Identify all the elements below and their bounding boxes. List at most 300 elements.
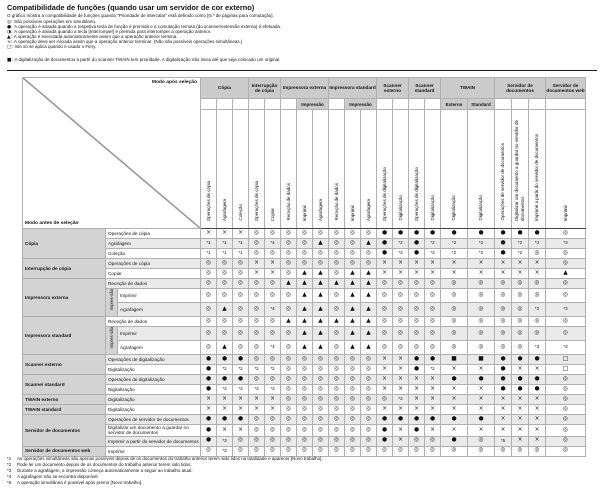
col-group-header: Impressora standard	[329, 78, 377, 99]
matrix-cell: ◎	[265, 436, 281, 446]
matrix-cell: ●	[441, 229, 468, 239]
matrix-cell: ◎	[345, 446, 361, 456]
matrix-cell: ■	[441, 355, 468, 365]
matrix-cell: ●	[201, 436, 217, 446]
row-header: Digitalização	[106, 405, 201, 415]
symbol-legend	[7, 19, 281, 62]
matrix-cell: ◎	[249, 355, 265, 365]
matrix-cell: ◎	[361, 229, 377, 239]
matrix-cell: ×	[425, 425, 441, 437]
matrix-cell: ×	[529, 365, 546, 375]
col-header	[313, 110, 329, 229]
col-header	[265, 110, 281, 229]
matrix-cell: ◎	[249, 375, 265, 385]
matrix-cell: ×	[233, 425, 249, 437]
matrix-cell: ▲	[361, 279, 377, 289]
col-group-header: Interrupção de cópia	[249, 78, 281, 99]
matrix-cell: ▲	[345, 327, 361, 341]
row-header: Digitalização	[106, 395, 201, 405]
matrix-cell: ▲	[313, 279, 329, 289]
col-header-label: Digitalização	[397, 195, 403, 221]
matrix-row	[23, 317, 586, 327]
matrix-cell: ◎	[468, 289, 495, 303]
matrix-cell: ×	[425, 375, 441, 385]
footnote-ref: *4	[7, 474, 12, 479]
matrix-cell: ◎	[529, 249, 546, 259]
col-header	[468, 110, 495, 229]
matrix-cell: ●	[377, 425, 393, 437]
matrix-cell: ◎	[409, 327, 425, 341]
matrix-cell: ×	[393, 269, 409, 279]
matrix-cell: ×	[425, 259, 441, 269]
footnote-ref: *2	[7, 462, 12, 467]
matrix-cell: ◎	[297, 446, 313, 456]
matrix-cell: *3	[217, 436, 233, 446]
matrix-cell: ◎	[297, 395, 313, 405]
matrix-cell: *2	[265, 385, 281, 395]
matrix-cell: ◎	[546, 385, 586, 395]
matrix-cell: ◎	[441, 446, 468, 456]
matrix-cell: ◎	[512, 289, 529, 303]
matrix-cell: ▲	[297, 317, 313, 327]
col-header-label: Imprimir	[349, 204, 355, 221]
matrix-cell: *3	[546, 341, 586, 355]
matrix-cell: ◎	[468, 317, 495, 327]
matrix-cell: ▲	[297, 279, 313, 289]
matrix-cell: ●	[409, 239, 425, 249]
matrix-cell: ◎	[512, 327, 529, 341]
matrix-cell: *5	[495, 436, 512, 446]
matrix-cell: ×	[249, 395, 265, 405]
col-header	[297, 110, 313, 229]
row-group-header: Servidor de documentos	[23, 415, 106, 447]
col-header	[546, 110, 586, 229]
matrix-cell: ◎	[361, 365, 377, 375]
col-header	[361, 110, 377, 229]
matrix-cell: ◎	[546, 436, 586, 446]
matrix-cell: ◎	[265, 446, 281, 456]
matrix-cell: ×	[377, 355, 393, 365]
matrix-cell: ▲	[361, 239, 377, 249]
matrix-cell: ◎	[425, 446, 441, 456]
matrix-cell: ◎	[546, 327, 586, 341]
matrix-cell: ▲	[329, 279, 345, 289]
matrix-cell: ◎	[441, 303, 468, 317]
matrix-cell: ×	[393, 259, 409, 269]
matrix-cell: ×	[409, 405, 425, 415]
matrix-cell: ◎	[297, 436, 313, 446]
matrix-cell: ◎	[329, 446, 345, 456]
col-header	[329, 110, 345, 229]
matrix-cell: ◎	[297, 385, 313, 395]
matrix-cell: ■	[468, 355, 495, 365]
matrix-cell: ◎	[281, 425, 297, 437]
matrix-cell: ▲	[329, 317, 345, 327]
col-header	[393, 110, 409, 229]
matrix-cell: ◎	[393, 327, 409, 341]
matrix-cell: ◎	[313, 446, 329, 456]
matrix-cell: ▲	[361, 317, 377, 327]
matrix-row	[23, 249, 586, 259]
matrix-cell: ◎	[377, 446, 393, 456]
matrix-cell: ◎	[265, 317, 281, 327]
col-header	[409, 110, 425, 229]
legend-text: A operação deve ser iniciada assim que a operação anterior terminar. (Não são possíveis operações simultâneas.)	[14, 39, 243, 44]
col-subgroup-header: Impressão	[345, 99, 377, 110]
matrix-cell: ●	[201, 385, 217, 395]
matrix-cell: ●	[512, 229, 529, 239]
matrix-cell: ▲	[313, 269, 329, 279]
matrix-cell: ●	[495, 239, 512, 249]
matrix-cell: ▲	[281, 317, 297, 327]
matrix-cell: ◎	[329, 405, 345, 415]
col-header	[441, 110, 468, 229]
mode-before-label: Modo antes de seleção	[25, 221, 79, 226]
matrix-cell: ◎	[377, 279, 393, 289]
matrix-cell: ▲	[297, 341, 313, 355]
matrix-cell: ◎	[329, 341, 345, 355]
col-subgroup-header	[546, 99, 586, 110]
matrix-cell: ◎	[313, 375, 329, 385]
matrix-cell: ◎	[249, 249, 265, 259]
matrix-cell: ●	[529, 385, 546, 395]
row-group-header: Impressora standard	[23, 317, 106, 355]
matrix-row	[23, 229, 586, 239]
compatibility-matrix	[22, 77, 586, 457]
col-group-header: Cópia	[201, 78, 249, 99]
matrix-cell: ×	[409, 375, 425, 385]
matrix-cell: ◎	[233, 303, 249, 317]
matrix-cell: ◎	[495, 279, 512, 289]
matrix-cell: *1	[217, 249, 233, 259]
col-header-label: Imprimir	[562, 204, 568, 221]
matrix-cell: ×	[512, 425, 529, 437]
matrix-cell: ▲	[345, 289, 361, 303]
matrix-cell: ▲	[345, 269, 361, 279]
matrix-cell: ×	[512, 269, 529, 279]
col-subgroup-header	[265, 99, 281, 110]
matrix-cell: ▲	[345, 279, 361, 289]
matrix-cell: *2	[441, 249, 468, 259]
matrix-cell: ◎	[546, 249, 586, 259]
matrix-cell: ◎	[468, 279, 495, 289]
matrix-cell: ◎	[329, 355, 345, 365]
matrix-cell: ◎	[546, 446, 586, 456]
matrix-cell: □	[546, 365, 586, 375]
row-header: Copiar	[106, 269, 201, 279]
footnote-text: Pode ler um documento depois de os documentos do trabalho anterior terem sido lidos.	[17, 462, 192, 467]
matrix-cell: ◎	[281, 341, 297, 355]
matrix-cell: ◎	[313, 425, 329, 437]
matrix-cell: ◎	[441, 327, 468, 341]
legend-item	[7, 44, 281, 49]
matrix-cell: ◎	[265, 425, 281, 437]
matrix-cell: ◎	[546, 279, 586, 289]
matrix-cell: ◎	[425, 327, 441, 341]
matrix-cell: ◎	[201, 303, 217, 317]
col-header-label: Digitalização	[451, 195, 457, 221]
matrix-cell: ×	[512, 415, 529, 425]
matrix-cell: ◎	[345, 355, 361, 365]
col-header-label: Operações de cópia	[253, 180, 259, 221]
row-side-label: Impres-são	[108, 327, 114, 349]
matrix-cell: ×	[441, 365, 468, 375]
matrix-cell: ◎	[201, 317, 217, 327]
col-header-label: Agrafagem	[317, 198, 323, 221]
matrix-cell: ◎	[409, 317, 425, 327]
matrix-corner	[23, 78, 201, 229]
matrix-cell: ◎	[377, 341, 393, 355]
col-subgroup-header: Externo	[441, 99, 468, 110]
matrix-cell: ◎	[329, 385, 345, 395]
matrix-cell: ●	[512, 375, 529, 385]
matrix-cell: *2	[425, 249, 441, 259]
matrix-cell: ●	[377, 436, 393, 446]
matrix-cell: ◎	[281, 289, 297, 303]
matrix-cell: ◎	[377, 395, 393, 405]
col-group-header: TWAIN	[441, 78, 495, 99]
matrix-row	[23, 436, 586, 446]
col-header-label: Operações de digitalização	[413, 166, 419, 221]
horizontal-rule	[7, 70, 597, 71]
matrix-cell: *2	[512, 249, 529, 259]
matrix-cell: ◎	[313, 259, 329, 269]
col-group-header: Scanner externo	[377, 78, 409, 99]
matrix-cell: ●	[425, 415, 441, 425]
matrix-cell: ▲	[217, 341, 233, 355]
matrix-cell: ×	[249, 259, 265, 269]
matrix-cell: ◎	[249, 317, 265, 327]
matrix-cell: ◎	[468, 446, 495, 456]
matrix-cell: ◎	[249, 436, 265, 446]
matrix-cell: ◎	[249, 303, 265, 317]
intro-text: O gráfico mostra a compatibilidade de funções quando “Prioridade de intercalar” está definido como [N.º de páginas para comutação].	[7, 13, 274, 18]
matrix-cell: ●	[409, 415, 425, 425]
matrix-cell: ◎	[329, 395, 345, 405]
matrix-cell: ▲	[281, 279, 297, 289]
matrix-cell: ◎	[265, 229, 281, 239]
matrix-cell: ×	[233, 395, 249, 405]
matrix-cell: ×	[468, 365, 495, 375]
matrix-cell: ◎	[377, 327, 393, 341]
matrix-cell: ◎	[201, 279, 217, 289]
matrix-cell: ◎	[495, 341, 512, 355]
matrix-cell: ×	[468, 395, 495, 405]
row-header: Agrafagem	[118, 303, 201, 317]
matrix-cell: ◎	[345, 229, 361, 239]
col-header-label: Digitalização	[429, 195, 435, 221]
matrix-cell: ◎	[329, 289, 345, 303]
matrix-cell: ◎	[512, 279, 529, 289]
matrix-cell: ●	[409, 425, 425, 437]
col-subgroup-header	[425, 99, 441, 110]
matrix-cell: ▲	[345, 317, 361, 327]
footnote	[7, 480, 323, 486]
matrix-cell: ◎	[313, 229, 329, 239]
matrix-cell: ◎	[468, 327, 495, 341]
matrix-cell: ×	[529, 395, 546, 405]
matrix-cell: ●	[512, 385, 529, 395]
matrix-cell: ◎	[512, 341, 529, 355]
matrix-cell: ×	[393, 425, 409, 437]
matrix-cell: *4	[265, 239, 281, 249]
matrix-cell: ×	[393, 355, 409, 365]
matrix-cell: ▲	[297, 269, 313, 279]
matrix-cell: ◎	[281, 249, 297, 259]
matrix-cell: ◎	[265, 375, 281, 385]
row-header: Imprimir a partir do servidor de documentos	[106, 436, 201, 446]
matrix-cell: ×	[377, 405, 393, 415]
col-header	[233, 110, 249, 229]
row-header: Digitalização	[106, 365, 201, 375]
row-group-header: Interrupção de cópia	[23, 259, 106, 279]
matrix-cell: ×	[468, 405, 495, 415]
matrix-cell: ●	[217, 415, 233, 425]
matrix-cell: ◎	[297, 425, 313, 437]
matrix-row	[23, 446, 586, 456]
matrix-cell: ◎	[329, 259, 345, 269]
matrix-cell: *2	[425, 365, 441, 375]
matrix-cell: ●	[529, 355, 546, 365]
row-group-header: TWAIN externo	[23, 395, 106, 405]
matrix-cell: ◎	[546, 289, 586, 303]
matrix-cell: ×	[425, 405, 441, 415]
col-group-header: Servidor de documentos web	[546, 78, 586, 99]
matrix-cell: ●	[495, 249, 512, 259]
legend-text: São possíveis operações em simultâneo.	[14, 19, 97, 24]
matrix-cell: ◎	[265, 415, 281, 425]
matrix-cell: ×	[217, 395, 233, 405]
matrix-cell: ×	[249, 269, 265, 279]
matrix-cell: ◎	[249, 229, 265, 239]
matrix-cell: ▲	[345, 303, 361, 317]
matrix-cell: ◎	[529, 317, 546, 327]
matrix-cell: ●	[441, 436, 468, 446]
col-header-label: Imprimir a partir do servidor de documentos	[534, 133, 540, 221]
col-subgroup-header	[495, 99, 512, 110]
matrix-cell: ×	[441, 425, 468, 437]
matrix-cell: ●	[495, 355, 512, 365]
matrix-cell: ◎	[512, 303, 529, 317]
row-header: Imprimir	[118, 327, 201, 341]
matrix-cell: ◎	[313, 365, 329, 375]
matrix-cell: ×	[425, 269, 441, 279]
matrix-cell: ◎	[409, 279, 425, 289]
matrix-cell: ×	[441, 395, 468, 405]
matrix-cell: ◎	[361, 405, 377, 415]
matrix-cell: ◎	[265, 289, 281, 303]
matrix-cell: ◎	[361, 259, 377, 269]
matrix-cell: ◎	[546, 259, 586, 269]
matrix-cell: ◎	[281, 415, 297, 425]
matrix-cell: ×	[512, 259, 529, 269]
matrix-cell: ◎	[329, 425, 345, 437]
footnote-ref: *1	[7, 456, 12, 461]
matrix-cell: ×	[495, 269, 512, 279]
matrix-cell: ●	[495, 229, 512, 239]
matrix-cell: ×	[201, 405, 217, 415]
footnotes	[7, 456, 323, 486]
matrix-cell: ◎	[393, 303, 409, 317]
matrix-row	[23, 365, 586, 375]
col-subgroup-header	[281, 99, 297, 110]
matrix-cell: ◎	[265, 279, 281, 289]
simultaneous-symbol: ◎ :	[7, 20, 14, 25]
matrix-cell: ×	[233, 229, 249, 239]
matrix-cell: ◎	[217, 259, 233, 269]
matrix-cell: ◎	[281, 327, 297, 341]
matrix-cell: ◎	[329, 239, 345, 249]
matrix-cell: ×	[217, 229, 233, 239]
matrix-cell: ◎	[297, 239, 313, 249]
matrix-cell: ◎	[425, 317, 441, 327]
row-header: Receção de dados	[106, 317, 201, 327]
matrix-cell: ◎	[393, 446, 409, 456]
matrix-cell: ◎	[425, 303, 441, 317]
col-header	[495, 110, 512, 229]
matrix-row	[23, 415, 586, 425]
matrix-cell: ◎	[546, 415, 586, 425]
matrix-cell: ◎	[217, 279, 233, 289]
compatibility-matrix-container	[22, 77, 586, 457]
matrix-cell: ◎	[345, 436, 361, 446]
matrix-cell: ◎	[201, 341, 217, 355]
col-group-header: Servidor de documentos	[495, 78, 546, 99]
col-header-label: Agrafagem	[365, 198, 371, 221]
matrix-cell: ×	[529, 425, 546, 437]
matrix-cell: ●	[441, 415, 468, 425]
matrix-cell: ◎	[377, 303, 393, 317]
row-side-header	[106, 289, 118, 317]
matrix-cell: ◎	[546, 229, 586, 239]
matrix-cell: ◎	[468, 436, 495, 446]
matrix-cell: ◎	[361, 395, 377, 405]
matrix-cell: ×	[409, 259, 425, 269]
auto-symbol: ▲ :	[7, 35, 14, 40]
matrix-cell: ◎	[345, 239, 361, 249]
matrix-cell: ×	[529, 405, 546, 415]
matrix-cell: *2	[217, 385, 233, 395]
matrix-cell: ◎	[281, 365, 297, 375]
matrix-cell: *1	[201, 239, 217, 249]
matrix-cell: ×	[393, 365, 409, 375]
row-header: Agrafagem	[118, 341, 201, 355]
matrix-cell: *3	[546, 239, 586, 249]
matrix-cell: *4	[265, 303, 281, 317]
matrix-cell: ●	[409, 365, 425, 375]
row-header: Imprimir	[106, 446, 201, 456]
matrix-row	[23, 425, 586, 437]
matrix-cell: ▲	[297, 303, 313, 317]
row-header: Agrafagem	[106, 239, 201, 249]
matrix-cell: ◎	[281, 239, 297, 249]
matrix-cell: ◎	[546, 405, 586, 415]
matrix-cell: ◎	[345, 249, 361, 259]
matrix-cell: ×	[529, 436, 546, 446]
col-subgroup-header	[529, 99, 546, 110]
matrix-cell: *2	[468, 249, 495, 259]
col-header	[512, 110, 529, 229]
matrix-cell: *2	[249, 385, 265, 395]
matrix-cell: ◎	[313, 249, 329, 259]
twain-priority-symbol: ■ :	[7, 58, 15, 63]
matrix-cell: ×	[265, 269, 281, 279]
matrix-cell: ●	[377, 229, 393, 239]
col-group-header: Impressora externa	[281, 78, 329, 99]
matrix-cell: ◎	[329, 229, 345, 239]
matrix-cell: ◎	[495, 446, 512, 456]
col-header	[377, 110, 393, 229]
